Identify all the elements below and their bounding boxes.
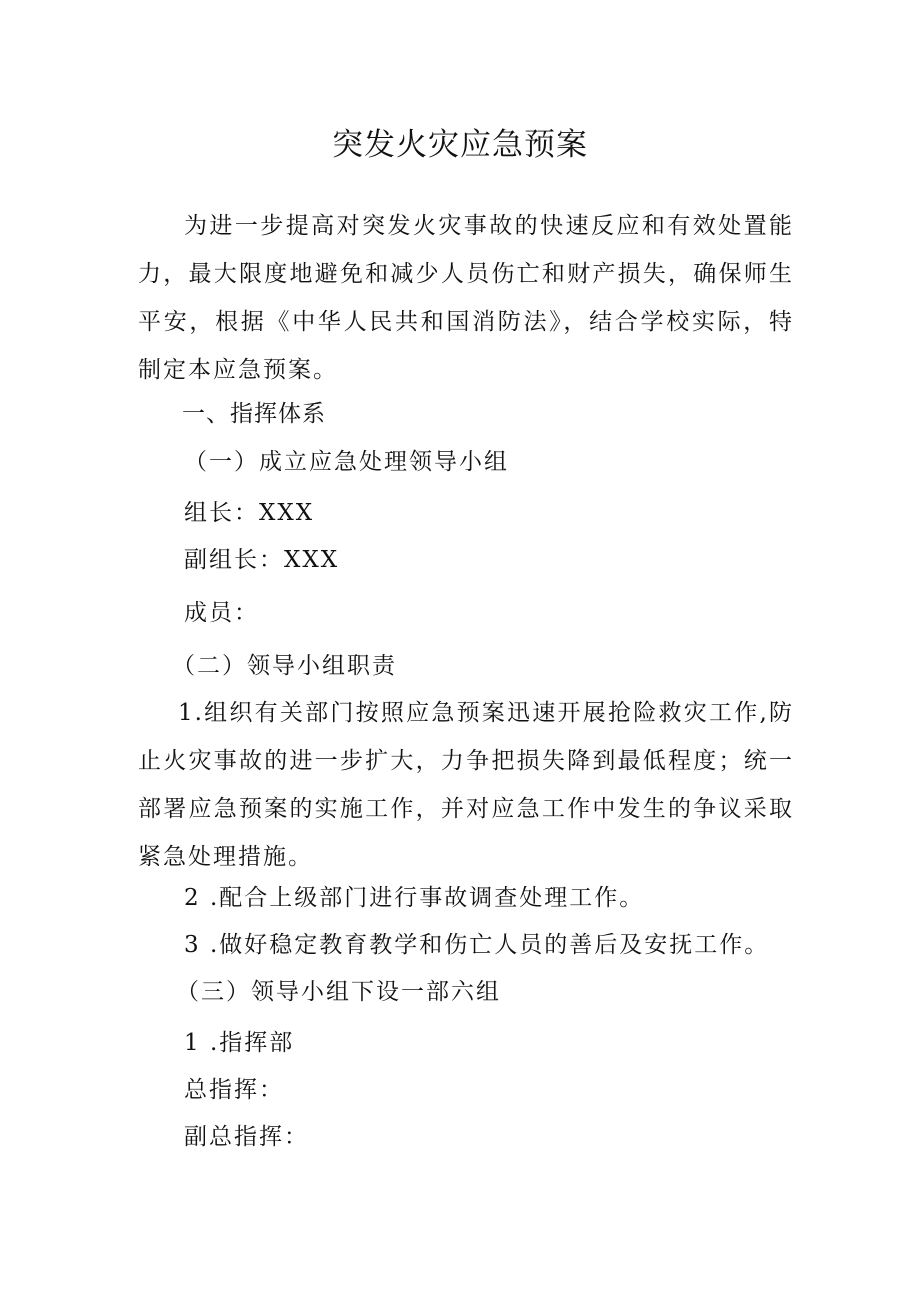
subsection-heading-leading-group: （一）成立应急处理领导小组 [184, 449, 509, 475]
members-line: 成员： [184, 600, 259, 626]
document-title: 突发火灾应急预案 [332, 127, 588, 163]
subsection-heading-departments: （三）领导小组下设一部六组 [176, 979, 501, 1005]
subsection-heading-group-duties: （二）领导小组职责 [172, 653, 397, 679]
section-heading-command-system: 一、指挥体系 [182, 401, 326, 427]
duty-item-2: 2 .配合上级部门进行事故调查处理工作。 [184, 885, 645, 911]
deputy-leader-line: 副组长：XXX [184, 547, 340, 573]
duty-item-3: 3 .做好稳定教育教学和伤亡人员的善后及安抚工作。 [184, 932, 770, 958]
deputy-commander-line: 副总指挥： [184, 1124, 309, 1150]
duty-item-1: 1.组织有关部门按照应急预案迅速开展抢险救灾工作,防止火灾事故的进一步扩大，力争把损失降到最低程度；统一部署应急预案的实施工作，并对应急工作中发生的争议采取紧急处理措施。 [138, 700, 794, 870]
chief-commander-line: 总指挥： [184, 1077, 284, 1103]
leader-line: 组长：XXX [184, 500, 315, 526]
intro-paragraph: 为进一步提高对突发火灾事故的快速反应和有效处置能力，最大限度地避免和减少人员伤亡和财产损失，确保师生平安，根据《中华人民共和国消防法》，结合学校实际，特制定本应急预案。 [138, 213, 794, 383]
command-department-line: 1 .指挥部 [184, 1030, 295, 1056]
